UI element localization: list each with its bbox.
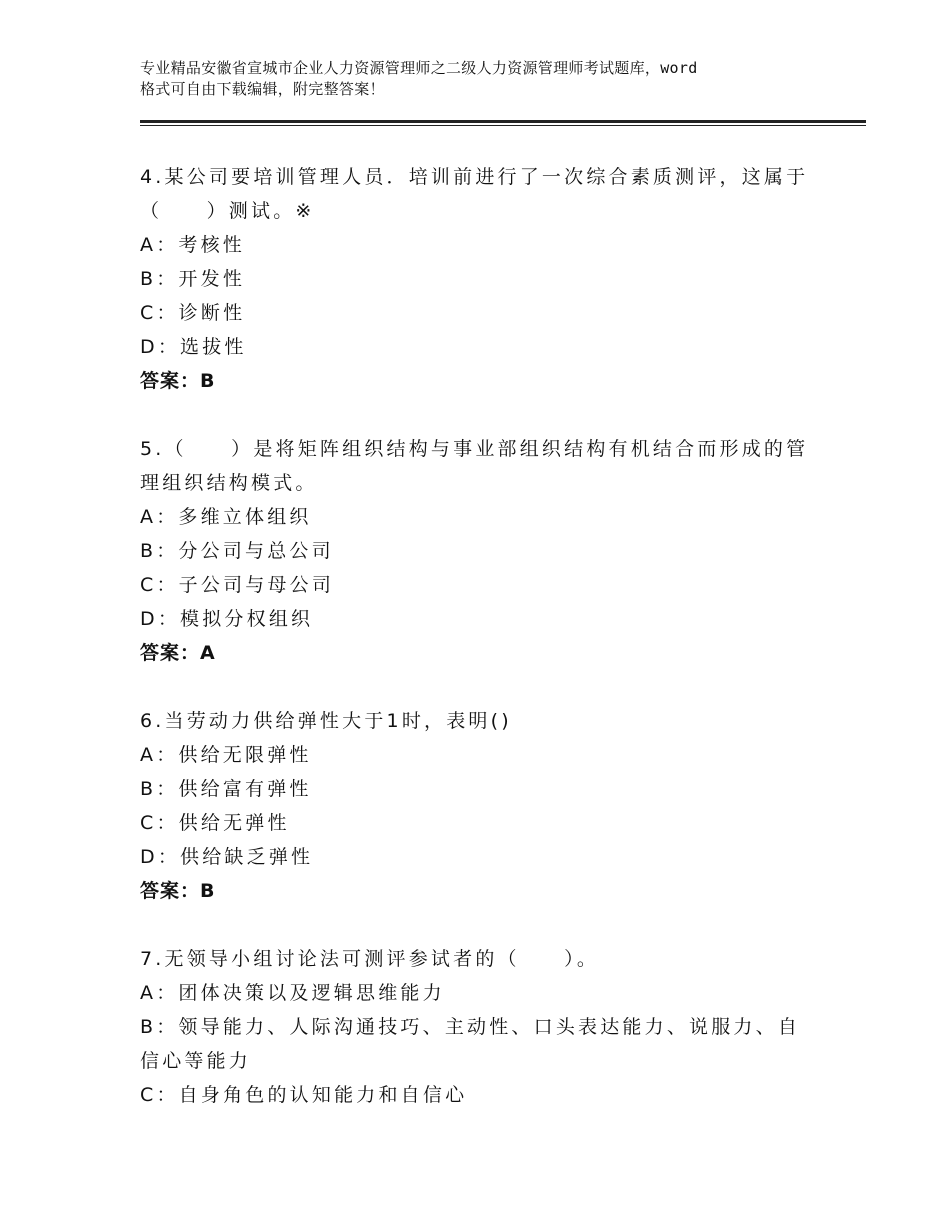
question-stem: 4.某公司要培训管理人员．培训前进行了一次综合素质测评，这属于（ ）测试。※ (140, 166, 809, 222)
option-b: B：供给富有弹性 (140, 778, 312, 800)
answer: 答案：B (140, 880, 216, 902)
header-line-2: 格式可自由下载编辑，附完整答案！ (140, 80, 385, 98)
question-4 (140, 160, 820, 398)
option-a: A：多维立体组织 (140, 506, 312, 528)
header-divider-thin (140, 125, 866, 126)
document-header (140, 58, 840, 100)
option-d: D：模拟分权组织 (140, 608, 314, 630)
answer: 答案：A (140, 642, 216, 664)
question-6 (140, 704, 820, 908)
question-stem: 7.无领导小组讨论法可测评参试者的（ ）。 (140, 948, 600, 970)
option-a: A：考核性 (140, 234, 245, 256)
option-d: D：供给缺乏弹性 (140, 846, 314, 868)
question-list (140, 160, 820, 1146)
answer: 答案：B (140, 370, 216, 392)
question-stem: 6.当劳动力供给弹性大于1时，表明() (140, 710, 512, 732)
option-b: B：开发性 (140, 268, 246, 290)
option-a: A：供给无限弹性 (140, 744, 312, 766)
option-c: C：自身角色的认知能力和自信心 (140, 1084, 468, 1106)
option-c: C：供给无弹性 (140, 812, 290, 834)
option-d: D：选拔性 (140, 336, 247, 358)
question-7 (140, 942, 820, 1112)
question-stem: 5.（ ）是将矩阵组织结构与事业部组织结构有机结合而形成的管理组织结构模式。 (140, 438, 809, 494)
option-a: A：团体决策以及逻辑思维能力 (140, 982, 445, 1004)
header-line-1: 专业精品安徽省宣城市企业人力资源管理师之二级人力资源管理师考试题库，word (140, 59, 698, 77)
option-b: B：分公司与总公司 (140, 540, 334, 562)
header-divider-thick (140, 120, 866, 123)
option-c: C：子公司与母公司 (140, 574, 335, 596)
option-c: C：诊断性 (140, 302, 246, 324)
question-5 (140, 432, 820, 670)
option-b: B：领导能力、人际沟通技巧、主动性、口头表达能力、说服力、自信心等能力 (140, 1016, 801, 1072)
